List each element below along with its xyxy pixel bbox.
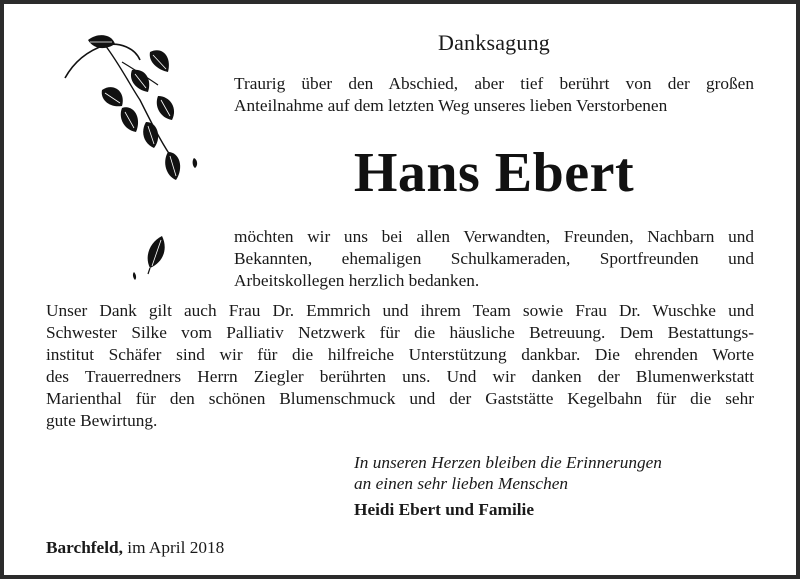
closing-line: In unseren Herzen bleiben die Erinnerungen — [354, 453, 662, 472]
intro-line: Traurig über den Abschied, aber tief berührt von der großen — [234, 74, 754, 93]
closing-line: an einen sehr lieben Menschen — [354, 474, 569, 493]
thanks-others-paragraph — [46, 300, 754, 432]
intro-line: Anteilnahme auf dem letzten Weg unseres lieben Verstorbenen — [234, 96, 668, 115]
paragraph-line: möchten wir uns bei allen Verwandten, Freunden, Nachbarn und — [234, 227, 754, 246]
place: Barchfeld, — [46, 538, 123, 557]
deceased-name: Hans Ebert — [353, 142, 635, 204]
falling-leaf-icon — [128, 228, 178, 288]
closing-quote — [354, 452, 662, 494]
paragraph-line: Unser Dank gilt auch Frau Dr. Emmrich und ihrem Team sowie Frau Dr. Wuschke und — [46, 301, 754, 320]
thanks-relatives-paragraph — [234, 226, 754, 292]
intro-paragraph — [234, 73, 754, 117]
date: im April 2018 — [122, 538, 225, 557]
paragraph-line: institut Schäfer sind wir für die hilfreiche Unterstützung dankbar. Die ehrenden Worte — [46, 345, 754, 364]
paragraph-line: Schwester Silke vom Palliativ Netzwerk für die häusliche Betreuung. Dem Bestattungs- — [46, 323, 754, 342]
signature: Heidi Ebert und Familie — [354, 500, 535, 519]
paragraph-line: des Trauerredners Herrn Ziegler berührten uns. Und wir danken der Blumenwerkstatt — [46, 367, 754, 386]
paragraph-line: Bekannten, ehemaligen Schulkameraden, Sportfreunden und — [234, 249, 754, 268]
birch-branch-icon — [60, 30, 210, 190]
place-date — [46, 538, 224, 558]
paragraph-line: gute Bewirtung. — [46, 411, 158, 430]
notice-heading: Danksagung — [438, 30, 550, 55]
paragraph-line: Marienthal für den schönen Blumenschmuck und der Gaststätte Kegelbahn für die sehr — [46, 389, 754, 408]
paragraph-line: Arbeitskollegen herzlich bedanken. — [234, 271, 480, 290]
